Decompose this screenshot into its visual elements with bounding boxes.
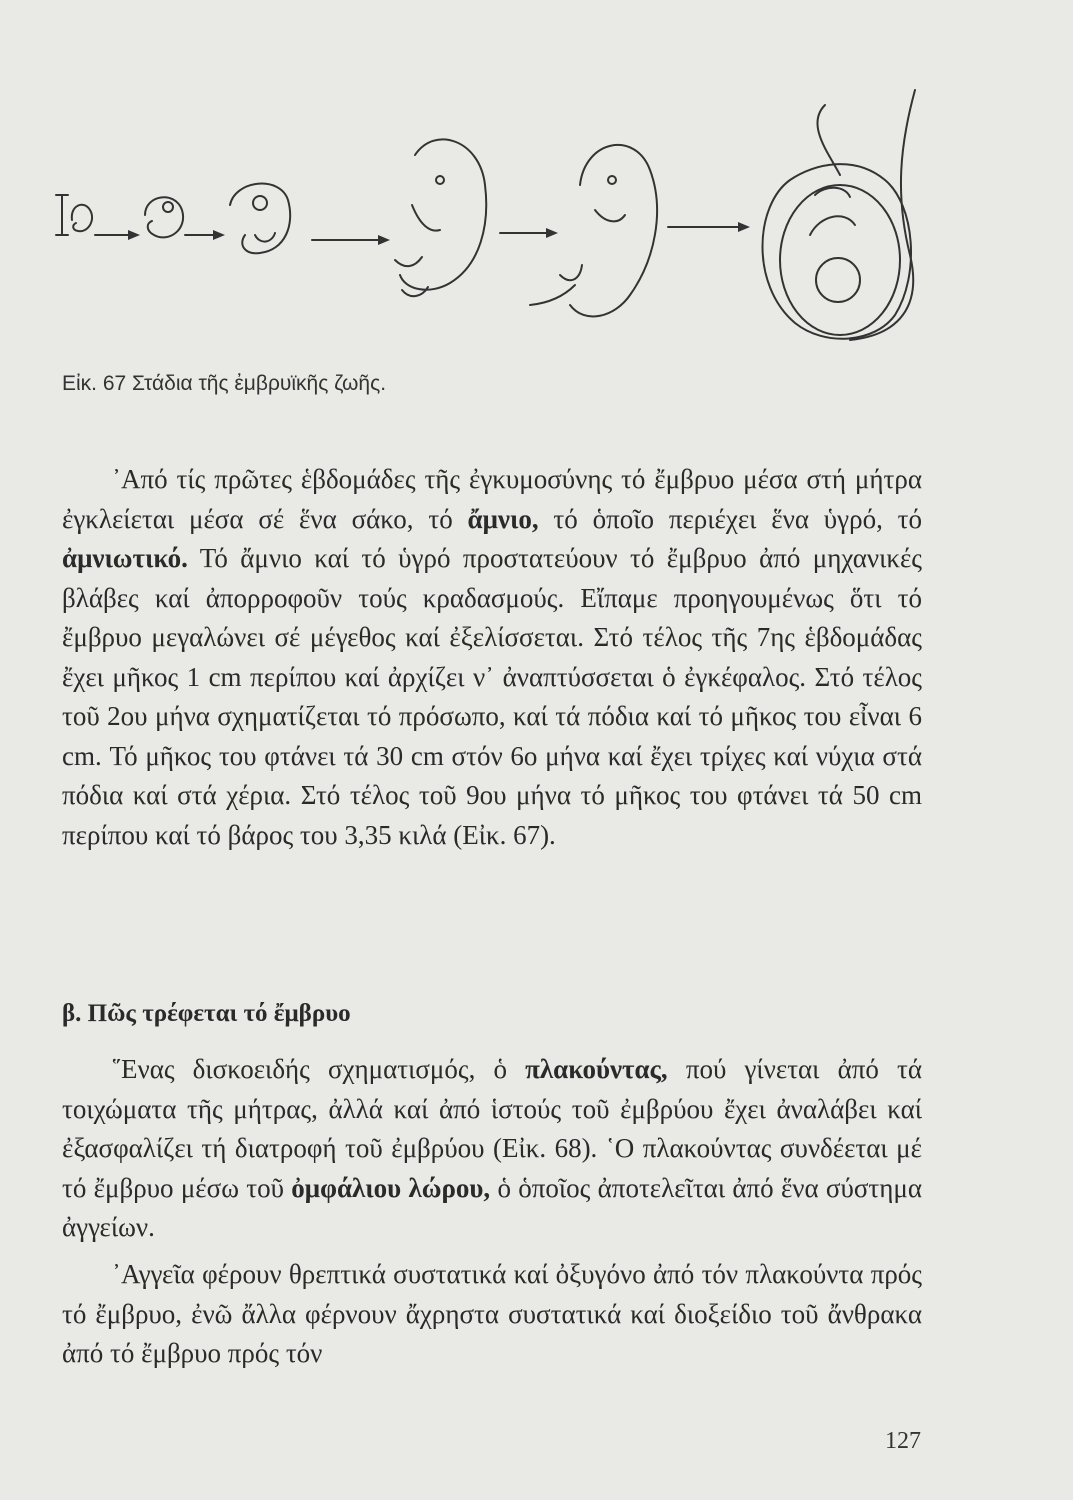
- paragraph-text: Τό ἄμνιο καί τό ὑγρό προστατεύουν τό ἔμβρυο ἀπό μηχανικές βλάβες καί ἀπορροφοῦν τούς κραδασμούς. Εἴπαμε προηγουμένως ὅτι τό ἔμβρυο μεγαλώνει σέ μέγεθος καί ἐξελίσσεται. Στό τέλος τῆς 7ης ἑβδομάδας ἔχει μῆκος 1 cm περίπου καί ἀρχίζει ν᾿ ἀναπτύσσεται ὁ ἐγκέφαλος. Στό τέλος τοῦ 2ου μήνα σχηματίζεται τό πρόσωπο, καί τά πόδια καί τό μῆκος του εἶναι 6 cm. Τό μῆκος του φτάνει τά 30 cm στόν 6ο μήνα καί ἔχει τρίχες καί νύχια στά πόδια καί στά χέρια. Στό τέλος τοῦ 9ου μήνα τό μῆκος του φτάνει τά 50 cm περίπου καί τό βάρος του 3,35 κιλά (Εἰκ. 67).: [62, 543, 922, 850]
- figure-caption: Εἰκ. 67 Στάδια τῆς ἐμβρυϊκῆς ζωῆς.: [62, 372, 387, 395]
- term-amnion: ἄμνιο,: [467, 503, 539, 534]
- paragraph-placenta: [62, 1050, 922, 1248]
- paragraph-text: ᾿Αγγεῖα φέρουν θρεπτικά συστατικά καί ὀξυγόνο ἀπό τόν πλακούντα πρός τό ἔμβρυο, ἐνῶ ἄλλα φέρνουν ἄχρηστα συστατικά καί διοξείδιο τοῦ ἄνθρακα ἀπό τό ἔμβρυο πρός τόν: [62, 1259, 922, 1368]
- embryo-stages-figure: [50, 85, 930, 375]
- paragraph-text: ᾿Από τίς πρῶτες ἑβδομάδες τῆς ἐγκυμοσύνης τό ἔμβρυο μέσα στή μήτρα ἐγκλείεται μέσα σέ ἕνα σάκο, τό: [62, 464, 922, 534]
- section-heading: β. Πῶς τρέφεται τό ἔμβρυο: [62, 1000, 351, 1027]
- paragraph-text: τό ὁποῖο περιέχει ἕνα ὑγρό, τό: [538, 503, 922, 534]
- term-umbilical-cord: ὀμφάλιου λώρου,: [291, 1172, 491, 1203]
- term-placenta: πλακούντας,: [525, 1054, 668, 1084]
- paragraph-vessels: [62, 1255, 922, 1374]
- paragraph-text: ῞Ενας δισκοειδής σχηματισμός, ὁ: [112, 1054, 526, 1084]
- paragraph-amnion: [62, 460, 922, 855]
- page-number: 127: [885, 1428, 921, 1454]
- embryo-stages-illustration: [50, 85, 930, 375]
- paragraph-text: πού γίνεται ἀπό τά τοιχώματα τῆς μήτρας, ἀλλά καί ἀπό ἱστούς τοῦ ἐμβρύου ἔχει ἀναλάβει καί ἐξασφαλίζει τή διατροφή τοῦ ἐμβρύου (Εἰκ. 68). ῾Ο πλακούντας συνδέεται μέ τό ἔμβρυο μέσω τοῦ: [62, 1054, 922, 1203]
- term-amniotic-fluid: ἀμνιωτικό.: [62, 543, 188, 573]
- paragraph-text: ὁ ὁποῖος ἀποτελεῖται ἀπό ἕνα σύστημα ἀγγείων.: [62, 1172, 923, 1242]
